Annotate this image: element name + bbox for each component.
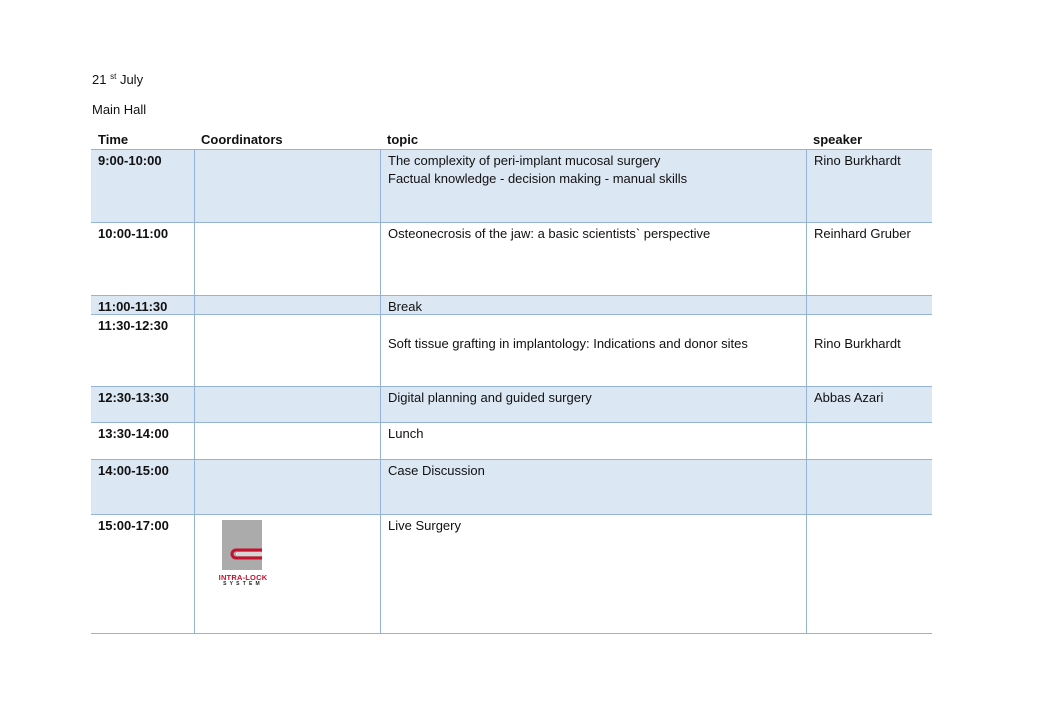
row-time: 11:00-11:30 bbox=[98, 299, 168, 314]
row-coordinators bbox=[194, 223, 380, 295]
row-time: 14:00-15:00 bbox=[98, 463, 169, 478]
logo-wordmark: INTRA-LOCK bbox=[218, 573, 268, 582]
row-coordinators bbox=[194, 387, 380, 422]
logo-subword: SYSTEM bbox=[223, 581, 263, 587]
table-header-row bbox=[91, 131, 932, 149]
row-speaker bbox=[806, 460, 932, 514]
table-row bbox=[91, 222, 932, 295]
row-speaker bbox=[806, 515, 932, 633]
row-coordinators bbox=[194, 423, 380, 459]
row-time: 10:00-11:00 bbox=[98, 226, 169, 241]
row-topic bbox=[380, 460, 806, 514]
date-day-suffix: st bbox=[110, 72, 117, 81]
topic-line: The complexity of peri-implant mucosal surgery bbox=[388, 153, 661, 168]
table-row bbox=[91, 459, 932, 514]
row-time: 12:30-13:30 bbox=[98, 390, 169, 405]
table-row bbox=[91, 149, 932, 222]
row-topic bbox=[380, 423, 806, 459]
date-day: 21 bbox=[92, 72, 107, 87]
row-time: 15:00-17:00 bbox=[98, 518, 169, 533]
header-topic: topic bbox=[387, 132, 419, 147]
row-coordinators bbox=[194, 150, 380, 222]
topic-line: Lunch bbox=[388, 426, 424, 441]
row-speaker: Abbas Azari bbox=[806, 387, 932, 422]
row-speaker: Rino Burkhardt bbox=[806, 315, 932, 386]
topic-line: Break bbox=[388, 299, 422, 314]
row-topic bbox=[380, 387, 806, 422]
row-coordinators bbox=[194, 460, 380, 514]
row-speaker bbox=[806, 423, 932, 459]
table-row bbox=[91, 422, 932, 459]
topic-line: Case Discussion bbox=[388, 463, 485, 478]
row-time: 13:30-14:00 bbox=[98, 426, 169, 441]
row-coordinators bbox=[194, 296, 380, 316]
row-time: 11:30-12:30 bbox=[98, 318, 169, 333]
row-topic bbox=[380, 150, 806, 222]
row-speaker bbox=[806, 296, 932, 316]
venue-label: Main Hall bbox=[92, 102, 147, 117]
table-row bbox=[91, 386, 932, 422]
header-coordinators: Coordinators bbox=[201, 132, 283, 147]
row-speaker: Reinhard Gruber bbox=[806, 223, 932, 295]
row-topic bbox=[380, 315, 806, 386]
topic-line: Osteonecrosis of the jaw: a basic scientists` perspective bbox=[388, 226, 711, 241]
date-month: July bbox=[119, 72, 144, 87]
header-speaker: speaker bbox=[813, 132, 863, 147]
topic-line: Digital planning and guided surgery bbox=[388, 390, 592, 405]
row-time: 9:00-10:00 bbox=[98, 153, 162, 168]
row-topic bbox=[380, 515, 806, 633]
row-topic bbox=[380, 296, 806, 316]
topic-line: Live Surgery bbox=[388, 518, 461, 533]
table-row bbox=[91, 314, 932, 386]
row-speaker: Rino Burkhardt bbox=[806, 150, 932, 222]
logo-mark-icon bbox=[222, 520, 262, 570]
schedule-table bbox=[91, 131, 932, 634]
topic-line: Factual knowledge - decision making - manual skills bbox=[388, 171, 688, 186]
schedule-date bbox=[92, 72, 143, 87]
topic-line: Soft tissue grafting in implantology: Indications and donor sites bbox=[388, 336, 748, 351]
row-coordinators bbox=[194, 315, 380, 386]
header-time: Time bbox=[98, 132, 129, 147]
row-topic bbox=[380, 223, 806, 295]
table-row bbox=[91, 295, 932, 314]
